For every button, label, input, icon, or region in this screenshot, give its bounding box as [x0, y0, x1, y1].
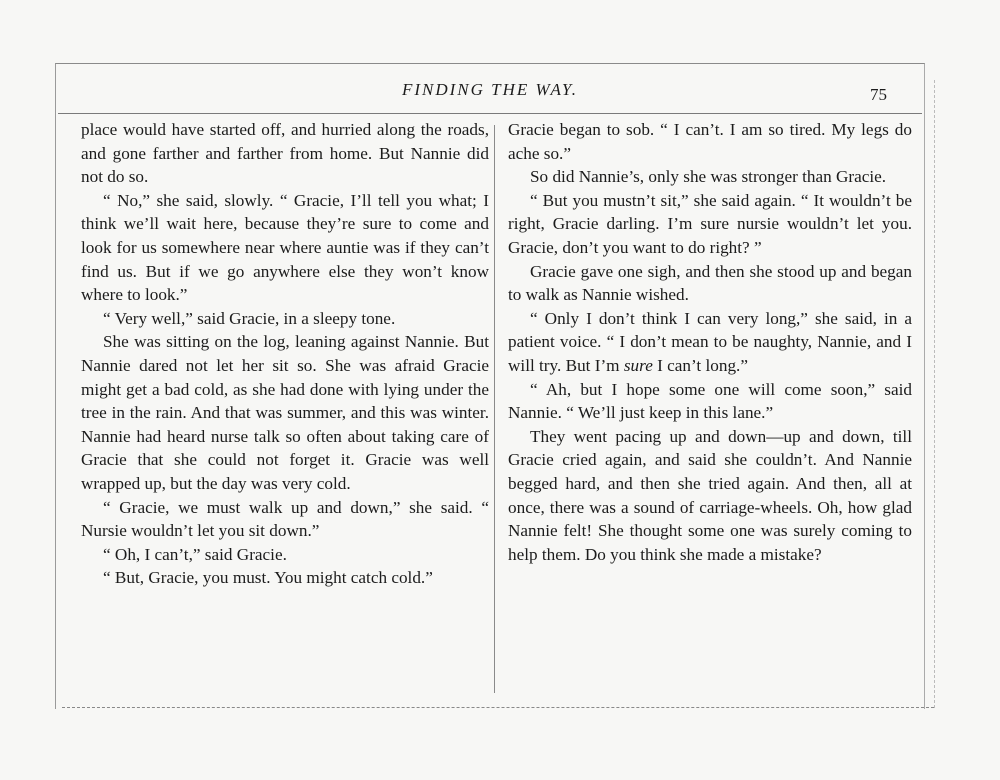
- paragraph: Gracie began to sob. “ I can’t. I am so tired. My legs do ache so.”: [508, 120, 912, 163]
- text-run: I can’t long.”: [652, 355, 748, 375]
- paragraph: Gracie gave one sigh, and then she stood up and began to walk as Nannie wished.: [508, 261, 912, 305]
- paragraph: [508, 307, 912, 378]
- bottom-border-rule: [62, 707, 934, 708]
- paragraph: “ Oh, I can’t,” said Gracie.: [103, 544, 287, 564]
- paragraph: “ No,” she said, slowly. “ Gracie, I’ll tell you what; I think we’ll wait here, because they’re sure to come and look for us somewhere near where auntie was if they can’t find us. But if we go anywhere else they won’t know where to look.”: [81, 190, 489, 305]
- paragraph: “ Very well,” said Gracie, in a sleepy tone.: [103, 308, 396, 328]
- paragraph: “ But, Gracie, you must. You might catch cold.”: [103, 568, 433, 588]
- italic-emphasis: sure: [623, 355, 653, 375]
- column-divider: [494, 125, 495, 693]
- paragraph: So did Nannie’s, only she was stronger than Gracie.: [530, 167, 887, 187]
- paragraph: She was sitting on the log, leaning against Nannie. But Nannie dared not let her sit so. She was afraid Gracie might get a bad cold, as she had done with lying under the tree in the rain. And that was summer, and this was winter. Nannie had heard nurse talk so often about taking care of Gracie that she could not forget it. Gracie was well wrapped up, but the day was very cold.: [81, 332, 489, 493]
- paragraph: They went pacing up and down—up and down, till Gracie cried again, and said she couldn’t. And Nannie begged hard, and then she tried again. And then, all at once, there was a sound of carriage-wheels. Oh, how glad Nannie felt! She thought some one was surely coming to help them. Do you think she made a mistake?: [508, 426, 912, 564]
- text-run: “ Only I don’t think I can very long,” she said, in a patient voice. “ I don’t mean to be naughty, Nannie, and I will try. But I’m: [508, 308, 912, 375]
- header-rule: [58, 113, 922, 114]
- paragraph: place would have started off, and hurried along the roads, and gone farther and farther from home. But Nannie did not do so.: [81, 120, 489, 187]
- right-column: [508, 118, 912, 566]
- paragraph: “ Ah, but I hope some one will come soon,” said Nannie. “ We’ll just keep in this lane.”: [508, 379, 912, 423]
- left-column: [81, 118, 489, 590]
- paragraph: “ But you mustn’t sit,” she said again. “ It wouldn’t be right, Gracie darling. I’m sure nursie wouldn’t let you. Gracie, don’t you want to do right? ”: [508, 190, 912, 257]
- page-number: 75: [870, 85, 887, 104]
- running-head: FINDING THE WAY.: [401, 80, 579, 99]
- right-border-rule: [934, 80, 935, 708]
- paragraph: “ Gracie, we must walk up and down,” she said. “ Nursie wouldn’t let you sit down.”: [81, 497, 489, 541]
